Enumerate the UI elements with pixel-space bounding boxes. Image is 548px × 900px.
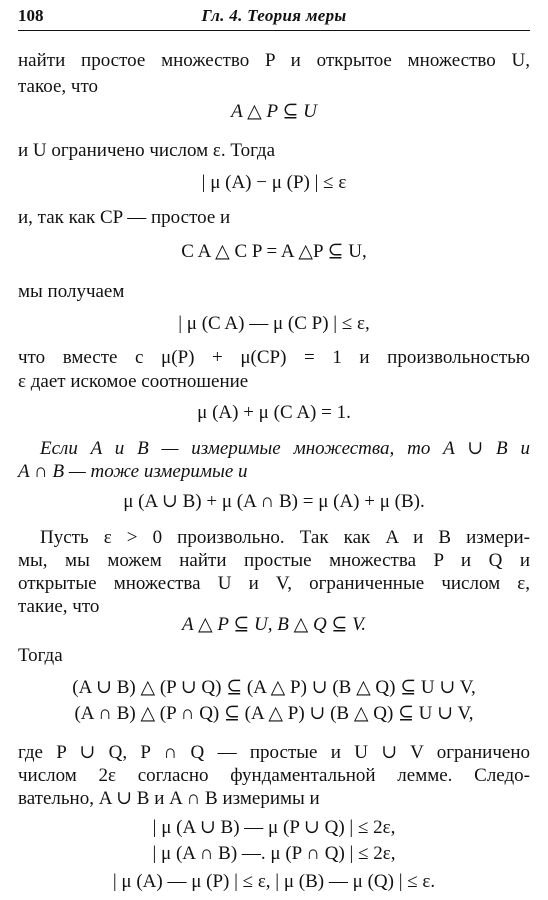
- formula: | μ (A) − μ (P) | ≤ ε: [201, 172, 347, 193]
- text-line: найти простое множество P и открытое множество U,: [18, 50, 530, 71]
- text-line: открытые множества U и V, ограниченные числом ε,: [18, 573, 530, 594]
- text-line: мы, мы можем найти простые множества P и Q и: [18, 550, 530, 571]
- text-line: ε дает искомое соотношение: [18, 371, 249, 392]
- formula: A △ P ⊆ U, B △ Q ⊆ V.: [181, 614, 367, 635]
- text-line: такие, что: [18, 596, 100, 617]
- formula: μ (A) + μ (C A) = 1.: [197, 402, 351, 423]
- text-line: такое, что: [18, 76, 99, 97]
- text-line: вательно, A ∪ B и A ∩ B измеримы и: [18, 788, 320, 809]
- text-line: где P ∪ Q, P ∩ Q — простые и U ∪ V ограничено: [18, 742, 530, 763]
- running-head: Гл. 4. Теория меры: [201, 6, 347, 25]
- formula: μ (A ∪ B) + μ (A ∩ B) = μ (A) + μ (B).: [123, 491, 425, 512]
- text-line: что вместе с μ(P) + μ(CP) = 1 и произвольностью: [18, 347, 530, 368]
- formula: | μ (C A) — μ (C P) | ≤ ε,: [178, 313, 370, 334]
- text-line: и, так как CP — простое и: [18, 207, 231, 228]
- text-line: и U ограничено числом ε. Тогда: [18, 140, 276, 161]
- formula: C A △ C P = A △P ⊆ U,: [181, 241, 367, 262]
- text-line: Пусть ε > 0 произвольно. Так как A и B измери-: [40, 527, 530, 548]
- formula: | μ (A) — μ (P) | ≤ ε, | μ (B) — μ (Q) | ≤ ε.: [112, 871, 436, 892]
- formula: (A ∪ B) △ (P ∪ Q) ⊆ (A △ P) ∪ (B △ Q) ⊆ U ∪ V,: [72, 677, 476, 698]
- formula: | μ (A ∪ B) — μ (P ∪ Q) | ≤ 2ε,: [152, 817, 396, 838]
- theorem-line: A ∩ B — тоже измеримые и: [18, 461, 248, 482]
- formula: | μ (A ∩ B) —. μ (P ∩ Q) | ≤ 2ε,: [152, 843, 396, 864]
- text-line: числом 2ε согласно фундаментальной лемме. Следо-: [18, 765, 530, 786]
- page-header: [18, 4, 530, 31]
- theorem-line: Если A и B — измеримые множества, то A ∪ B и: [40, 438, 530, 459]
- formula: A △ P ⊆ U: [231, 101, 317, 122]
- text-line: мы получаем: [18, 281, 125, 302]
- page-number: 108: [18, 6, 44, 25]
- text-line: Тогда: [18, 645, 63, 666]
- formula: (A ∩ B) △ (P ∩ Q) ⊆ (A △ P) ∪ (B △ Q) ⊆ U ∪ V,: [74, 703, 474, 724]
